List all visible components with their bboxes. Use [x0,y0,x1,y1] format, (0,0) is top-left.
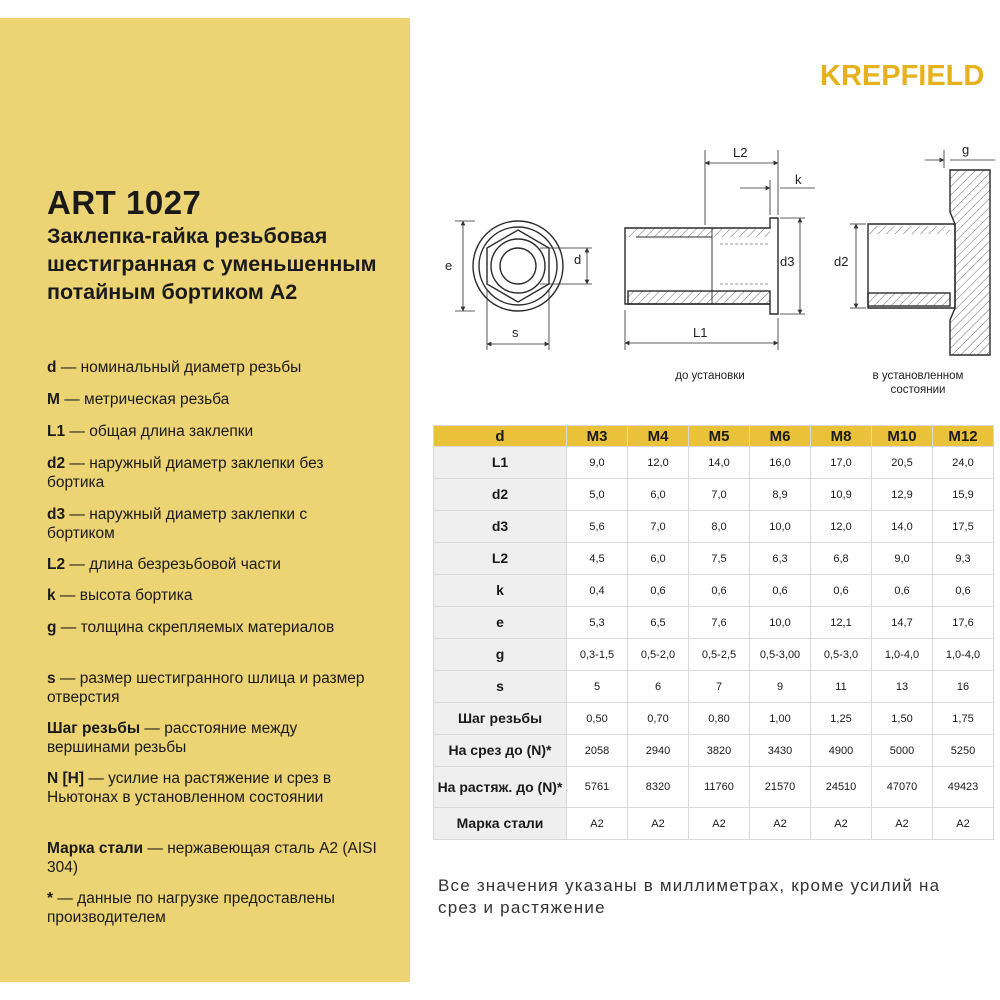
table-cell: 17,6 [933,607,994,639]
table-cell: A2 [628,808,689,840]
table-cell: 11760 [689,767,750,808]
table-cell: 7,0 [628,511,689,543]
table-cell: A2 [750,808,811,840]
table-cell: 7 [689,671,750,703]
table-cell: 6,3 [750,543,811,575]
table-cell: 12,9 [872,479,933,511]
dim-label-s: s [512,325,519,340]
table-cell: 1,75 [933,703,994,735]
table-cell: 4,5 [567,543,628,575]
table-cell: 6 [628,671,689,703]
table-row [434,639,994,671]
table-cell: 10,9 [811,479,872,511]
table-row [434,735,994,767]
table-cell: 10,0 [750,607,811,639]
legend-item: d3 — наружный диаметр заклепки с бортиком [47,506,308,542]
table-cell: 3430 [750,735,811,767]
table-cell: 0,6 [811,575,872,607]
table-cell: 0,80 [689,703,750,735]
table-cell: 24,0 [933,447,994,479]
table-cell: 16,0 [750,447,811,479]
table-cell: 2058 [567,735,628,767]
table-cell: 0,70 [628,703,689,735]
table-cell: 5,0 [567,479,628,511]
table-cell: 5,3 [567,607,628,639]
table-cell: 2940 [628,735,689,767]
units-note: Все значения указаны в миллиметрах, кроме усилий на срез и растяжение [438,876,941,917]
table-header-cell: M8 [811,426,872,447]
legend-item: L2 — длина безрезьбовой части [47,556,281,573]
table-row [434,607,994,639]
technical-drawing [430,135,1000,405]
table-cell: 10,0 [750,511,811,543]
table-cell: 0,6 [689,575,750,607]
table-cell: A2 [872,808,933,840]
product-subtitle: Заклепка-гайка резьбовая шестигранная с уменьшенным потайным бортиком А2 [47,224,377,304]
dim-label-d2: d2 [834,254,849,269]
table-header-cell: M12 [933,426,994,447]
side-view-installed [850,150,995,355]
table-cell: 5250 [933,735,994,767]
row-label: Шаг резьбы [434,703,567,735]
table-cell: 15,9 [933,479,994,511]
table-cell: 17,5 [933,511,994,543]
row-label: На растяж. до (N)* [434,767,567,808]
legend-item: M — метрическая резьба [47,391,230,408]
table-header-cell: M5 [689,426,750,447]
table-cell: 11 [811,671,872,703]
table-row [434,671,994,703]
dim-label-d3: d3 [780,254,795,269]
table-cell: 5,6 [567,511,628,543]
table-cell: 0,5-3,00 [750,639,811,671]
row-label: L2 [434,543,567,575]
row-label: На срез до (N)* [434,735,567,767]
table-header-row [434,426,994,447]
table-header-cell: d [434,426,567,447]
table-cell: 1,0-4,0 [872,639,933,671]
table-cell: A2 [689,808,750,840]
left-info-panel [0,18,410,982]
caption-before-install: до установки [675,370,745,382]
side-view-before [625,150,815,350]
table-cell: 14,0 [872,511,933,543]
table-cell: 0,50 [567,703,628,735]
legend-item: L1 — общая длина заклепки [47,423,254,440]
table-cell: 1,25 [811,703,872,735]
table-cell: 12,1 [811,607,872,639]
legend-item: d — номинальный диаметр резьбы [47,359,302,376]
table-cell: 1,00 [750,703,811,735]
table-cell: 12,0 [811,511,872,543]
table-cell: 6,8 [811,543,872,575]
dim-label-g: g [962,142,970,157]
table-cell: 9,0 [872,543,933,575]
table-cell: 47070 [872,767,933,808]
row-label: Марка стали [434,808,567,840]
table-row [434,479,994,511]
table-cell: 8,9 [750,479,811,511]
table-cell: 0,6 [628,575,689,607]
caption-after-install: в установленном состоянии [872,370,964,396]
row-label: e [434,607,567,639]
table-cell: 14,7 [872,607,933,639]
table-cell: 5761 [567,767,628,808]
table-cell: 1,0-4,0 [933,639,994,671]
table-cell: 1,50 [872,703,933,735]
table-row [434,808,994,840]
table-header-cell: M3 [567,426,628,447]
table-cell: 49423 [933,767,994,808]
table-row [434,447,994,479]
row-label: g [434,639,567,671]
legend-item: g — толщина скрепляемых материалов [47,619,335,636]
table-cell: A2 [933,808,994,840]
table-header-cell: M6 [750,426,811,447]
row-label: d2 [434,479,567,511]
legend-item: * — данные по нагрузке предоставлены производителем [47,890,335,926]
brand-logo: KREPFIELD [820,60,985,92]
row-label: s [434,671,567,703]
table-cell: A2 [567,808,628,840]
table-row [434,543,994,575]
table-cell: 20,5 [872,447,933,479]
table-cell: 17,0 [811,447,872,479]
specification-table [433,425,994,840]
dim-label-e: e [445,258,453,273]
table-cell: 21570 [750,767,811,808]
table-row [434,575,994,607]
table-cell: 7,5 [689,543,750,575]
table-cell: 0,5-3,0 [811,639,872,671]
dim-label-L2: L2 [733,145,748,160]
table-cell: 6,5 [628,607,689,639]
legend-item: s — размер шестигранного шлица и размер отверстия [47,670,365,706]
table-cell: 0,5-2,0 [628,639,689,671]
table-cell: 0,5-2,5 [689,639,750,671]
table-cell: 0,6 [750,575,811,607]
dim-label-k: k [795,172,802,187]
table-cell: 6,0 [628,543,689,575]
table-cell: 5000 [872,735,933,767]
legend-item: Шаг резьбы — расстояние между вершинами резьбы [47,720,298,756]
table-cell: 6,0 [628,479,689,511]
legend-item: d2 — наружный диаметр заклепки без бортика [47,455,324,491]
table-cell: A2 [811,808,872,840]
table-row [434,703,994,735]
dim-label-d: d [574,252,582,267]
article-title: ART 1027 [47,184,202,221]
table-row [434,511,994,543]
row-label: L1 [434,447,567,479]
table-cell: 9 [750,671,811,703]
front-view [455,221,592,350]
table-cell: 0,6 [933,575,994,607]
table-cell: 3820 [689,735,750,767]
table-cell: 7,0 [689,479,750,511]
table-cell: 4900 [811,735,872,767]
dim-label-L1: L1 [693,325,708,340]
table-cell: 24510 [811,767,872,808]
table-cell: 9,0 [567,447,628,479]
table-cell: 8320 [628,767,689,808]
table-cell: 9,3 [933,543,994,575]
table-cell: 7,6 [689,607,750,639]
legend-item: k — высота бортика [47,587,193,604]
legend-item: N [Н] — усилие на растяжение и срез в Ньютонах в установленном состоянии [47,770,332,806]
legend-item: Марка стали — нержавеющая сталь А2 (AISI 304) [47,840,377,876]
table-cell: 16 [933,671,994,703]
table-cell: 8,0 [689,511,750,543]
table-cell: 0,3-1,5 [567,639,628,671]
table-cell: 14,0 [689,447,750,479]
table-header-cell: M10 [872,426,933,447]
row-label: k [434,575,567,607]
table-row [434,767,994,808]
table-cell: 5 [567,671,628,703]
table-header-cell: M4 [628,426,689,447]
table-cell: 0,6 [872,575,933,607]
table-cell: 12,0 [628,447,689,479]
table-cell: 0,4 [567,575,628,607]
row-label: d3 [434,511,567,543]
table-cell: 13 [872,671,933,703]
